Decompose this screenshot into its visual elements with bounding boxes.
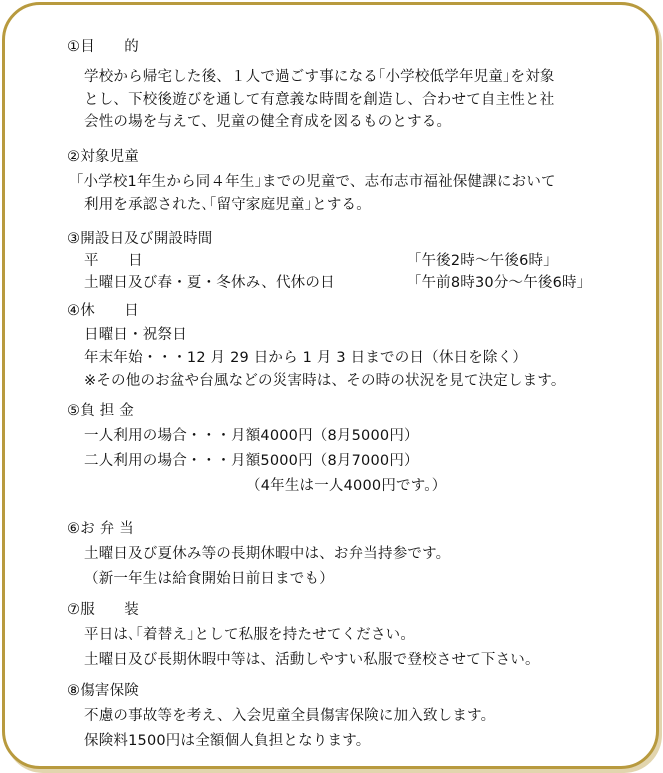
fee-note: （4年生は一人4000円です。） [246, 478, 447, 494]
schedule-weekday-label: 平 日 [84, 253, 143, 269]
lunch-line-1: 土曜日及び夏休み等の長期休暇中は、お弁当持参です。 [84, 546, 451, 562]
section-heading-closed-days: ④休 日 [67, 303, 139, 319]
schedule-weekday-time: ｢午後2時～午後6時｣ [414, 253, 551, 269]
section-heading-insurance: ⑧傷害保険 [67, 683, 139, 699]
target-line-2: 利用を承認された､｢留守家庭児童｣とする。 [84, 197, 371, 213]
purpose-line-3: 会性の場を与えて、児童の健全育成を図るものとする。 [84, 114, 452, 130]
schedule-holiday-label: 土曜日及び春・夏・冬休み、代休の日 [84, 275, 335, 291]
target-line-1: ｢小学校1年生から同４年生｣までの児童で、志布志市福祉保健課において [76, 174, 556, 190]
fee-line-1: 一人利用の場合・・・月額4000円（8月5000円） [84, 428, 419, 444]
section-heading-clothing: ⑦服 装 [67, 602, 139, 618]
lunch-line-2: （新一年生は給食開始日前日までも） [84, 571, 334, 587]
section-heading-target: ②対象児童 [67, 149, 139, 165]
purpose-line-1: 学校から帰宅した後、１人で過ごす事になる｢小学校低学年児童｣を対象 [84, 69, 555, 85]
closed-line-3: ※その他のお盆や台風などの災害時は、その時の状況を見て決定します。 [84, 373, 566, 389]
clothing-line-2: 土曜日及び長期休暇中等は、活動しやすい私服で登校させて下さい。 [84, 652, 540, 668]
clothing-line-1: 平日は､｢着替え｣として私服を持たせてください。 [84, 627, 416, 643]
closed-line-2: 年末年始・・・12 月 29 日から 1 月 3 日までの日（休日を除く） [84, 350, 528, 366]
section-heading-lunch: ⑥お 弁 当 [67, 521, 134, 537]
fee-line-2: 二人利用の場合・・・月額5000円（8月7000円） [84, 453, 419, 469]
insurance-line-1: 不慮の事故等を考え、入会児童全員傷害保険に加入致します。 [84, 708, 496, 724]
closed-line-1: 日曜日・祝祭日 [84, 327, 187, 343]
purpose-line-2: とし、下校後遊びを通して有意義な時間を創造し、合わせて自主性と社 [84, 92, 555, 108]
section-heading-purpose: ①目 的 [67, 39, 139, 55]
insurance-line-2: 保険料1500円は全額個人負担となります。 [84, 733, 371, 749]
schedule-holiday-time: ｢午前8時30分～午後6時｣ [414, 275, 585, 291]
section-heading-hours: ③開設日及び開設時間 [67, 231, 213, 247]
section-heading-fees: ⑤負 担 金 [67, 403, 134, 419]
